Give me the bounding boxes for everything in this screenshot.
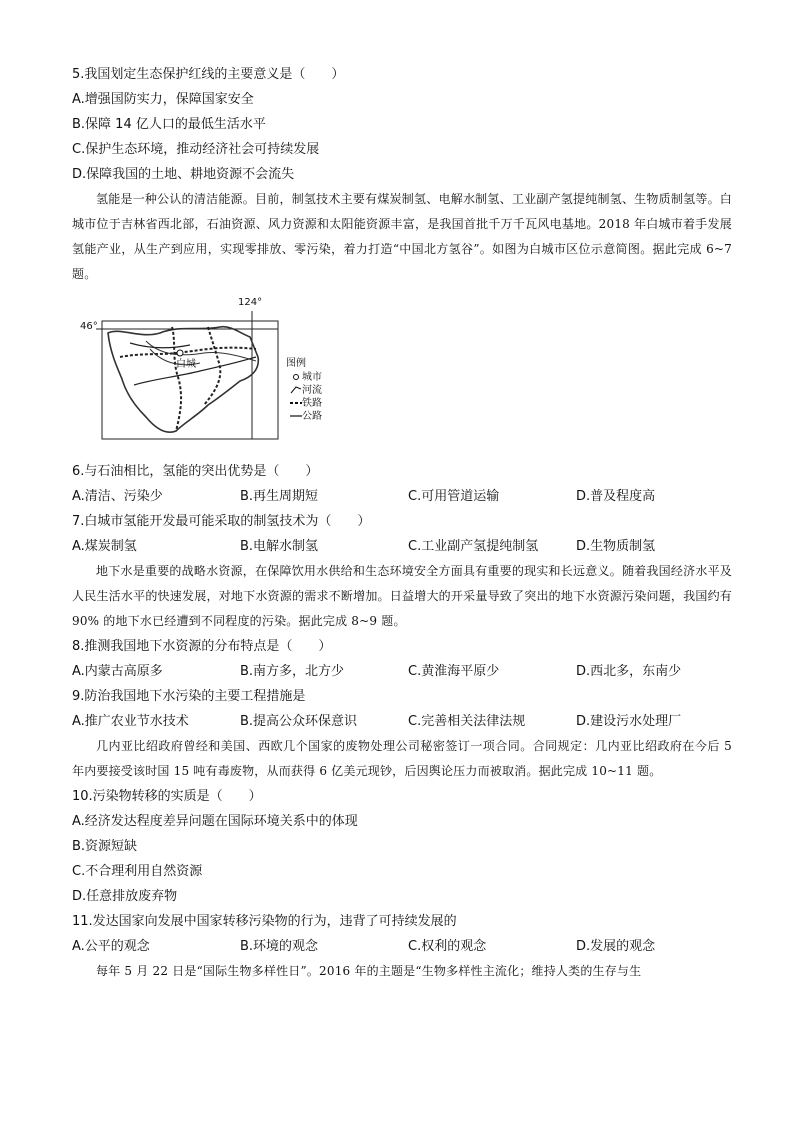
q7-option-d: D.生物质制氢 bbox=[576, 539, 656, 554]
q9-stem: 9.防治我国地下水污染的主要工程措施是 bbox=[72, 689, 306, 704]
passage-waste-transfer-text: 几内亚比绍政府曾经和美国、西欧几个国家的废物处理公司秘密签订一项合同。合同规定：几内亚比绍政府在今后 5 年内要接受该时国 15 吨有毒废物，从而获得 6 亿美元现钞，后因舆论压力而被取消。据此完成 10~11 题。 bbox=[72, 739, 732, 778]
q10-option-d: D.任意排放废弃物 bbox=[72, 889, 178, 904]
q6-options bbox=[72, 484, 732, 509]
q9-option-d: D.建设污水处理厂 bbox=[576, 714, 682, 729]
q6-option-a: A.清洁、污染少 bbox=[72, 489, 163, 504]
map-latitude-label: 46° bbox=[80, 321, 98, 332]
q9-option-b: B.提高公众环保意识 bbox=[240, 714, 358, 729]
map-city-label: 白城 bbox=[176, 359, 196, 370]
q11-stem: 11.发达国家向发展中国家转移污染物的行为，违背了可持续发展的 bbox=[72, 914, 457, 929]
q5-stem: 5.我国划定生态保护红线的主要意义是（ ） bbox=[72, 67, 345, 82]
q7-stem: 7.白城市氢能开发最可能采取的制氢技术为（ ） bbox=[72, 514, 371, 529]
legend-river-label: 河流 bbox=[302, 385, 322, 396]
legend-item-railway bbox=[286, 397, 322, 410]
q8-option-a: A.内蒙古高原多 bbox=[72, 664, 163, 679]
passage-hydrogen-text: 氢能是一种公认的清洁能源。目前，制氢技术主要有煤炭制氢、电解水制氢、工业副产氢提纯制氢、生物质制氢等。白城市位于吉林省西北部，石油资源、风力资源和太阳能资源丰富，是我国首批千万千瓦风电基地。2018 年白城市着手发展氢能产业，从生产到应用，实现零排放、零污染，着力打造“中国北方氢谷”。如图为白城市区位示意简图。据此完成 6~7 题。 bbox=[72, 192, 732, 281]
q9-option-a: A.推广农业节水技术 bbox=[72, 714, 189, 729]
q5-option-d: D.保障我国的土地、耕地资源不会流失 bbox=[72, 167, 295, 182]
passage-groundwater bbox=[72, 559, 732, 634]
q11-option-a: A.公平的观念 bbox=[72, 939, 150, 954]
q10-stem: 10.污染物转移的实质是（ ） bbox=[72, 789, 262, 804]
legend-item-river bbox=[286, 384, 322, 397]
q6-option-c: C.可用管道运输 bbox=[408, 489, 500, 504]
passage-hydrogen bbox=[72, 187, 732, 287]
q6-stem: 6.与石油相比，氢能的突出优势是（ ） bbox=[72, 464, 319, 479]
q5-option-a: A.增强国防实力，保障国家安全 bbox=[72, 92, 254, 107]
q6-option-b: B.再生周期短 bbox=[240, 489, 319, 504]
legend-railway-label: 铁路 bbox=[302, 398, 322, 409]
q8-options bbox=[72, 659, 732, 684]
baicheng-location-map bbox=[80, 297, 350, 447]
legend-item-highway bbox=[286, 410, 322, 423]
q8-option-d: D.西北多，东南少 bbox=[576, 664, 682, 679]
map-legend bbox=[286, 357, 322, 423]
map-longitude-label: 124° bbox=[238, 297, 263, 308]
q11-option-b: B.环境的观念 bbox=[240, 939, 319, 954]
legend-title-text: 图例 bbox=[286, 358, 306, 369]
q8-stem: 8.推测我国地下水资源的分布特点是（ ） bbox=[72, 639, 332, 654]
q9-options bbox=[72, 709, 732, 734]
q11-option-c: C.权利的观念 bbox=[408, 939, 487, 954]
passage-groundwater-text: 地下水是重要的战略水资源，在保障饮用水供给和生态环境安全方面具有重要的现实和长远意义。随着我国经济水平及人民生活水平的快速发展，对地下水资源的需求不断增加。日益增大的开采量导致了突出的地下水资源污染问题，我国约有 90% 的地下水已经遭到不同程度的污染。据此完成 8~9 题。 bbox=[72, 564, 732, 628]
legend-city-label: 城市 bbox=[302, 372, 322, 383]
passage-biodiversity bbox=[72, 959, 732, 984]
q10-option-b: B.资源短缺 bbox=[72, 839, 138, 854]
q11-options bbox=[72, 934, 732, 959]
q11-option-d: D.发展的观念 bbox=[576, 939, 656, 954]
q10-option-a: A.经济发达程度差异问题在国际环境关系中的体现 bbox=[72, 814, 358, 829]
exam-page bbox=[72, 62, 732, 984]
passage-waste-transfer bbox=[72, 734, 732, 784]
legend-title bbox=[286, 357, 322, 370]
q7-option-b: B.电解水制氢 bbox=[240, 539, 319, 554]
q5-option-b: B.保障 14 亿人口的最低生活水平 bbox=[72, 117, 266, 132]
q7-option-a: A.煤炭制氢 bbox=[72, 539, 137, 554]
q8-option-c: C.黄淮海平原少 bbox=[408, 664, 500, 679]
q10-option-c: C.不合理利用自然资源 bbox=[72, 864, 203, 879]
passage-biodiversity-text: 每年 5 月 22 日是“国际生物多样性日”。2016 年的主题是“生物多样性主流化；维持人类的生存与生 bbox=[96, 964, 642, 978]
q7-options bbox=[72, 534, 732, 559]
legend-highway-label: 公路 bbox=[302, 411, 322, 422]
legend-item-city bbox=[286, 371, 322, 384]
q9-option-c: C.完善相关法律法规 bbox=[408, 714, 526, 729]
q7-option-c: C.工业副产氢提纯制氢 bbox=[408, 539, 539, 554]
q6-option-d: D.普及程度高 bbox=[576, 489, 656, 504]
q8-option-b: B.南方多，北方少 bbox=[240, 664, 345, 679]
q5-option-c: C.保护生态环境，推动经济社会可持续发展 bbox=[72, 142, 320, 157]
